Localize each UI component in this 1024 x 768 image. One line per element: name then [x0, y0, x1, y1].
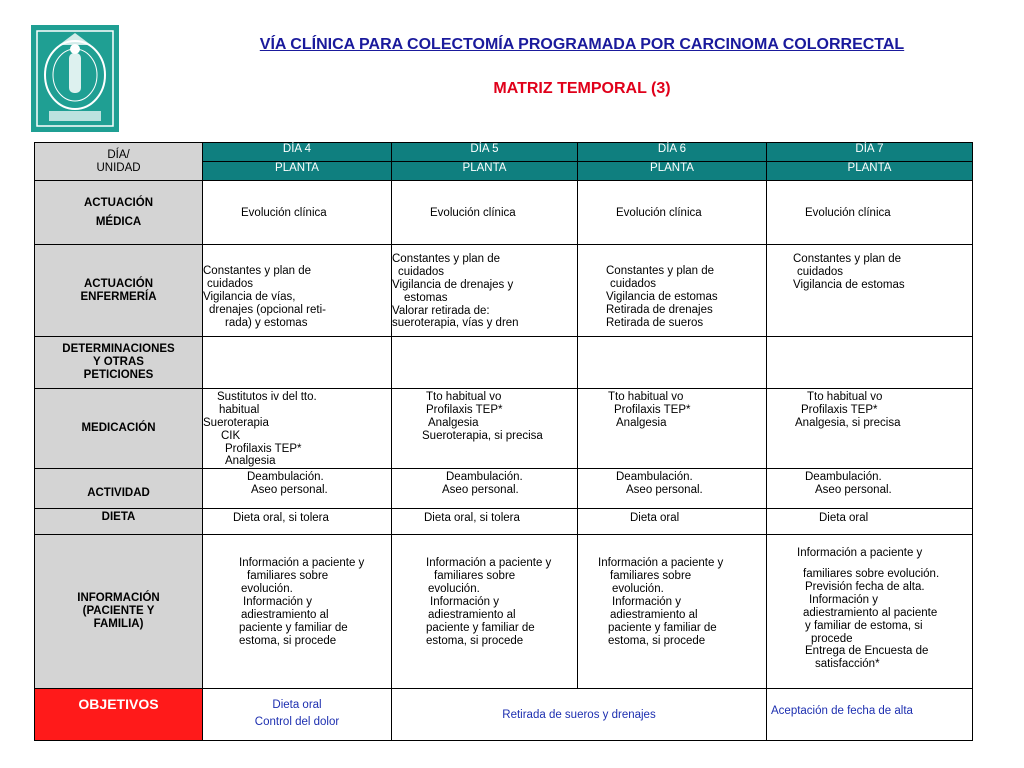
row-label-actuacion-medica — [35, 181, 203, 245]
cell-line: familiares sobre — [434, 570, 516, 583]
unit-header: PLANTA — [578, 162, 767, 181]
empty-cell — [767, 337, 973, 389]
cell-line: satisfacción* — [815, 658, 880, 671]
row-label-line: FAMILIA) — [93, 618, 144, 631]
corner-header — [35, 143, 203, 181]
row-label-dieta — [35, 509, 203, 535]
cell-line: Retirada de drenajes — [606, 303, 713, 316]
cell-line: Analgesia, si precisa — [795, 416, 901, 429]
timeline-matrix — [34, 142, 973, 741]
cell-line: Deambulación. — [247, 471, 324, 484]
cell-line: Vigilancia de estomas — [606, 290, 718, 303]
cell-text: Dieta oral, si tolera — [203, 509, 392, 535]
row-label-actuacion-enfermeria — [35, 245, 203, 337]
page-title: VÍA CLÍNICA PARA COLECTOMÍA PROGRAMADA POR CARCINOMA COLORRECTAL — [259, 36, 905, 53]
cell-line: Constantes y plan de — [203, 265, 312, 277]
cell-line: Aseo personal. — [815, 484, 892, 497]
row-label-line: PETICIONES — [83, 368, 154, 381]
row-actuacion-medica — [35, 181, 973, 245]
cell-line: Vigilancia de vías, — [203, 290, 296, 303]
day-header: DÍA 6 — [578, 143, 767, 162]
cell-text: Evolución clínica — [203, 181, 392, 245]
page-subtitle: MATRIZ TEMPORAL (3) — [493, 80, 671, 97]
cell-line: Constantes y plan de — [793, 253, 902, 265]
cell-line: Constantes y plan de — [606, 265, 715, 277]
cell-line: Sueroterapia, si precisa — [422, 429, 543, 442]
cell-line: Profilaxis TEP* — [426, 403, 503, 416]
day-header: DÍA 7 — [767, 143, 973, 162]
day-header: DÍA 4 — [203, 143, 392, 162]
cell-line: adiestramiento al — [241, 608, 329, 621]
cell-line: paciente y familiar de — [608, 621, 717, 634]
cell-line: sueroterapia, vías y dren — [392, 317, 519, 330]
cell-line: cuidados — [610, 277, 657, 290]
cell-line: Información a paciente y — [598, 557, 724, 570]
cell-line: evolución. — [612, 583, 664, 595]
cell-line: Previsión fecha de alta. — [805, 581, 925, 593]
cell-line: adiestramiento al — [610, 608, 698, 621]
row-label-line: DIETA — [101, 511, 136, 524]
cell-line: Información y — [612, 595, 682, 608]
cell-line: Analgesia — [225, 455, 276, 468]
cell-line: estoma, si procede — [426, 634, 524, 647]
cell-line: procede — [811, 632, 853, 645]
cell-line: familiares sobre evolución. — [803, 568, 940, 581]
row-actuacion-enfermeria — [35, 245, 973, 337]
cell-line: evolución. — [241, 583, 293, 595]
cell-line: CIK — [221, 429, 241, 442]
cell-text: Evolución clínica — [578, 181, 767, 245]
cell-line: y familiar de estoma, si — [805, 619, 923, 632]
row-determinaciones — [35, 337, 973, 389]
cell-line: Información a paciente y — [239, 557, 365, 570]
unit-header: PLANTA — [767, 162, 973, 181]
cell-line: Información y — [243, 595, 313, 608]
cell-line: Analgesia — [428, 416, 479, 429]
cell-line: habitual — [219, 403, 260, 416]
cell-line: Retirada de sueros — [606, 316, 704, 329]
cell-line: Profilaxis TEP* — [614, 403, 691, 416]
cell-line: estoma, si procede — [239, 634, 337, 647]
cell-line: evolución. — [428, 583, 480, 595]
row-label-line: Y OTRAS — [93, 356, 144, 369]
cell-line: Tto habitual vo — [807, 391, 883, 403]
cell-line: Constantes y plan de — [392, 253, 501, 265]
cell-line: estoma, si procede — [608, 634, 706, 647]
cell-line: Sueroterapia — [203, 416, 269, 429]
cell-line: Profilaxis TEP* — [225, 442, 302, 455]
cell-line: familiares sobre — [247, 570, 329, 583]
empty-cell — [578, 337, 767, 389]
cell-line: Tto habitual vo — [608, 391, 684, 403]
row-label-line: ACTUACIÓN — [84, 196, 153, 209]
cell-line: Vigilancia de drenajes y — [392, 278, 514, 291]
cell-line: Sustitutos iv del tto. — [217, 391, 317, 403]
objective-line: Dieta oral — [272, 699, 322, 712]
day-header: DÍA 5 — [392, 143, 578, 162]
cell-line: Tto habitual vo — [426, 391, 502, 403]
row-medicacion — [35, 389, 973, 469]
cell-line: Analgesia — [616, 416, 667, 429]
university-crest-icon — [31, 25, 119, 132]
row-informacion — [35, 535, 973, 689]
cell-line: Información y — [809, 593, 879, 606]
cell-line: paciente y familiar de — [426, 621, 535, 634]
cell-text: Dieta oral — [767, 509, 973, 535]
row-actividad — [35, 469, 973, 509]
row-label-line: ENFERMERÍA — [80, 290, 157, 303]
row-objetivos — [35, 689, 973, 741]
cell-text: Dieta oral — [578, 509, 767, 535]
row-label-line: (PACIENTE Y — [82, 605, 155, 618]
row-label-determinaciones — [35, 337, 203, 389]
cell-line: cuidados — [797, 265, 844, 278]
objective-line: Control del dolor — [254, 716, 340, 729]
cell-line: Deambulación. — [805, 471, 882, 484]
corner-header-line: DÍA/ — [107, 148, 130, 161]
row-label-medicacion — [35, 389, 203, 469]
unit-header: PLANTA — [392, 162, 578, 181]
empty-cell — [392, 337, 578, 389]
cell-line: adiestramiento al paciente — [803, 606, 938, 619]
cell-line: paciente y familiar de — [239, 621, 348, 634]
empty-cell — [203, 337, 392, 389]
cell-line: estomas — [404, 291, 448, 304]
cell-text: Evolución clínica — [767, 181, 973, 245]
cell-line: cuidados — [207, 277, 254, 290]
row-dieta — [35, 509, 973, 535]
cell-line: Información y — [430, 595, 500, 608]
cell-line: Entrega de Encuesta de — [805, 645, 929, 658]
cell-line: drenajes (opcional reti- — [209, 303, 326, 316]
cell-line: Aseo personal. — [251, 484, 328, 497]
row-label-actividad — [35, 469, 203, 509]
row-label-objetivos: OBJETIVOS — [35, 689, 203, 741]
unit-header: PLANTA — [203, 162, 392, 181]
row-label-line: ACTIVIDAD — [87, 487, 150, 500]
cell-line: Aseo personal. — [626, 484, 703, 497]
cell-line: Deambulación. — [616, 471, 693, 484]
row-label-informacion — [35, 535, 203, 689]
cell-line: Valorar retirada de: — [392, 304, 490, 317]
cell-text: Dieta oral, si tolera — [392, 509, 578, 535]
objective-text: Retirada de sueros y drenajes — [392, 689, 767, 741]
cell-line: adiestramiento al — [428, 608, 516, 621]
cell-line: rada) y estomas — [225, 316, 308, 329]
row-label-line: INFORMACIÓN — [77, 592, 160, 605]
row-label-line: MÉDICA — [95, 215, 142, 228]
header-row-days — [35, 143, 973, 162]
row-label-line: MEDICACIÓN — [81, 422, 156, 435]
cell-line: Vigilancia de estomas — [793, 278, 905, 291]
cell-line: Profilaxis TEP* — [801, 403, 878, 416]
cell-text: Evolución clínica — [392, 181, 578, 245]
row-label-line: ACTUACIÓN — [84, 277, 153, 290]
corner-header-line: UNIDAD — [96, 161, 141, 174]
cell-line: Información a paciente y — [426, 557, 552, 570]
objective-text: Aceptación de fecha de alta — [767, 689, 973, 741]
cell-line: Información a paciente y — [797, 547, 923, 560]
row-label-line: DETERMINACIONES — [62, 343, 175, 356]
cell-line: cuidados — [398, 265, 445, 278]
cell-line: Deambulación. — [446, 471, 523, 484]
cell-line: familiares sobre — [610, 570, 692, 583]
cell-line: Aseo personal. — [442, 484, 519, 497]
